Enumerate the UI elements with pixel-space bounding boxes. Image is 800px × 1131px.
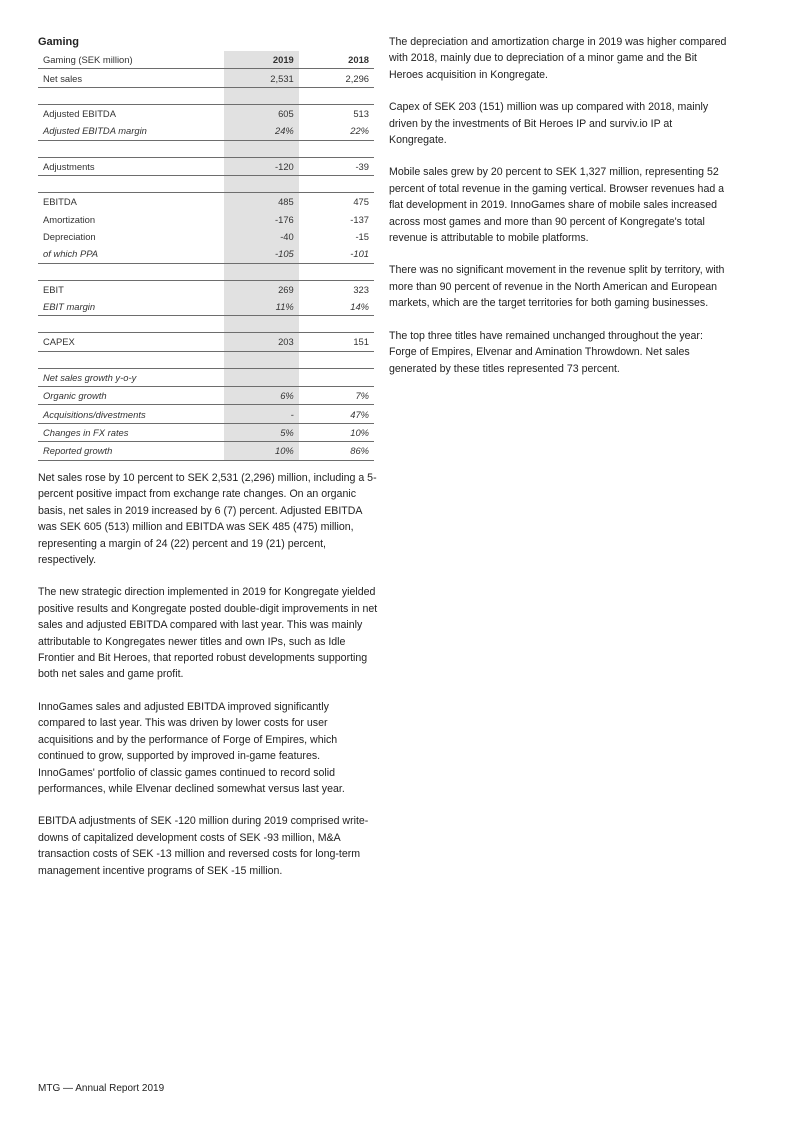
header-2018: 2018 bbox=[299, 51, 374, 69]
table-row: Adjusted EBITDA 605 513 bbox=[38, 104, 374, 122]
left-text-block bbox=[38, 470, 378, 895]
table-row: EBIT margin 11% 14% bbox=[38, 298, 374, 316]
paragraph: EBITDA adjustments of SEK -120 million during 2019 comprised write-downs of capitalized development costs of SEK -93 million, M&A transaction costs of SEK -13 million and reversed costs for long-term management incentive programs of SEK -15 million. bbox=[38, 815, 369, 877]
section-title: Gaming bbox=[38, 36, 79, 48]
paragraph: Capex of SEK 203 (151) million was up compared with 2018, mainly driven by the investments of Bit Heroes IP and surviv.io IP at Kongregate. bbox=[389, 101, 709, 147]
paragraph: The top three titles have remained unchanged throughout the year: Forge of Empires, Elvenar and Amination Throwdown. Net sales generated by these titles represented 73 percent. bbox=[389, 329, 703, 375]
table-row: Organic growth 6% 7% bbox=[38, 387, 374, 405]
spacer-row bbox=[38, 175, 374, 192]
paragraph: InnoGames sales and adjusted EBITDA improved significantly compared to last year. This was driven by lower costs for user acquisitions and by the performance of Forge of Empires, which continued to grow, supported by improved in-game features. InnoGames' portfolio of classic games continued to record solid performances, while Elvenar declined somewhat versus last year. bbox=[38, 700, 345, 795]
table-row: Net sales 2,531 2,296 bbox=[38, 69, 374, 87]
table-row: Depreciation -40 -15 bbox=[38, 228, 374, 245]
spacer-row bbox=[38, 263, 374, 280]
table-row: EBIT 269 323 bbox=[38, 280, 374, 298]
spacer-row bbox=[38, 316, 374, 333]
table-row: Reported growth 10% 86% bbox=[38, 442, 374, 460]
table-header-row bbox=[38, 51, 374, 69]
paragraph: Mobile sales grew by 20 percent to SEK 1,327 million, representing 52 percent of total revenue in the gaming vertical. Browser revenues had a flat development in 2019. InnoGames share of mobile sales increased across most games and more than 90 percent of Kongregate's total revenue is attributable to mobile platforms. bbox=[389, 166, 725, 245]
table-row: Adjustments -120 -39 bbox=[38, 157, 374, 175]
table-row: Net sales growth y-o-y bbox=[38, 368, 374, 386]
paragraph: There was no significant movement in the revenue split by territory, with more than 90 percent of revenue in the North American and European markets, which are the target territories for both gaming businesses. bbox=[389, 264, 725, 310]
paragraph: The new strategic direction implemented in 2019 for Kongregate yielded positive results and Kongregate posted double-digit improvements in net sales and adjusted EBITDA compared with last year. This was mainly attributable to Kongregates newer titles and own IPs, such as Idle Frontier and Bit Heroes, that reported robust developments supporting both net sales and game profit. bbox=[38, 586, 378, 681]
table-row: Changes in FX rates 5% 10% bbox=[38, 423, 374, 441]
header-label: Gaming (SEK million) bbox=[38, 51, 224, 69]
gaming-financials-table bbox=[38, 51, 374, 461]
table-row: of which PPA -105 -101 bbox=[38, 245, 374, 263]
table-row: Amortization -176 -137 bbox=[38, 210, 374, 227]
page-footer: MTG — Annual Report 2019 bbox=[38, 1083, 165, 1094]
spacer-row bbox=[38, 351, 374, 368]
table-row: EBITDA 485 475 bbox=[38, 192, 374, 210]
spacer-row bbox=[38, 87, 374, 104]
header-2019: 2019 bbox=[224, 51, 299, 69]
table-row: Acquisitions/divestments - 47% bbox=[38, 405, 374, 423]
paragraph: The depreciation and amortization charge in 2019 was higher compared with 2018, mainly due to depreciation of a minor game and the Bit Heroes acquisition in Kongregate. bbox=[389, 36, 727, 81]
table-row: Adjusted EBITDA margin 24% 22% bbox=[38, 122, 374, 140]
table-row: CAPEX 203 151 bbox=[38, 333, 374, 351]
left-column bbox=[38, 34, 374, 461]
spacer-row bbox=[38, 140, 374, 157]
paragraph: Net sales rose by 10 percent to SEK 2,531 (2,296) million, including a 5-percent positive impact from exchange rate changes. On an organic basis, net sales in 2019 increased by 6 (7) percent. Adjusted EBITDA was SEK 605 (513) million and EBITDA was SEK 485 (475) million, representing a margin of 24 (22) percent and 19 (21) percent, respectively. bbox=[38, 472, 377, 567]
right-column bbox=[389, 34, 731, 393]
